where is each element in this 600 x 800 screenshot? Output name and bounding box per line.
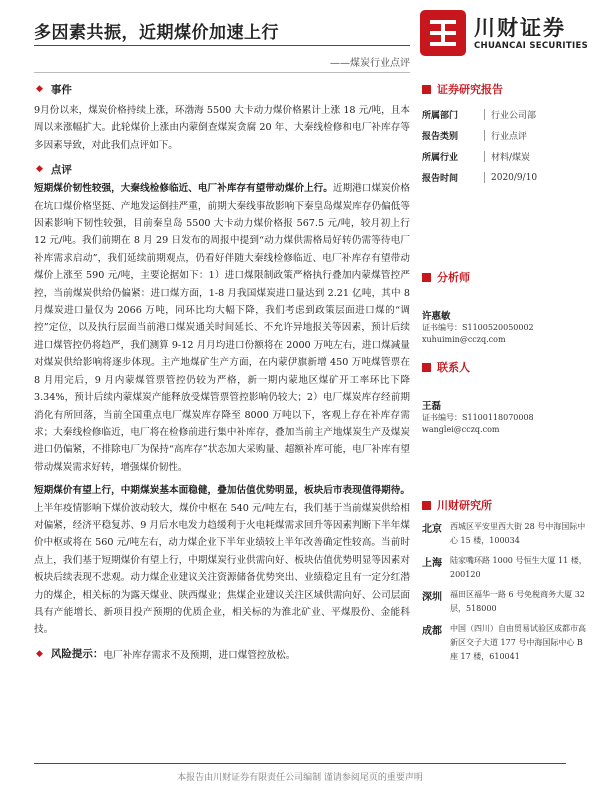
diamond-bullet-icon: ◆ — [36, 164, 43, 175]
logo-chinese-name: 川财证券 — [474, 16, 566, 40]
sidebar — [422, 80, 592, 670]
analyst-email[interactable]: xuhuimin@cczq.com — [422, 335, 506, 344]
main-content — [34, 80, 410, 663]
paragraph-2-body: 上半年疫情影响下煤价波动较大，煤价中枢在 540 元/吨左右，我们基于当前煤炭供给相对偏紧，经济平稳复苏、9 月后水电发力趋缓利于火电耗煤需求回升等因素判断下半年煤价中枢或将在 560 元/吨左右，动力煤企业下半年业绩较上半年改善确定性较高。当前时点上，我们基于短期煤价有望上行，中期煤炭行业供需向好、板块估值优势明显等因素对板块后续表现不悲观。动力煤企业建议关注资源储备优势突出、业绩稳定且有一定分红潜力的煤企，相关标的为露天煤业、陕西煤业；焦煤企业建议关注区域供需向好、公司层面具有产能增长、新项目投产预期的优质企业，相关标的为淮北矿业、平煤股份、金能科技。 — [34, 502, 410, 636]
report-title: 多因素共振，近期煤价加速上行 — [34, 23, 279, 43]
office-beijing: 北京 西城区平安里西大街 28 号中海国际中心 15 楼，100034 — [422, 522, 586, 545]
risk-heading: 风险提示： — [50, 648, 104, 661]
analyst-name: 许惠敏 — [422, 311, 451, 322]
paragraph-1-lead: 短期煤价韧性较强，大秦线检修临近、电厂补库存有望带动煤价上行。 — [34, 183, 333, 195]
analyst-cert: 证书编号：S1100520050002 — [422, 323, 534, 332]
risk-section — [34, 645, 410, 663]
logo-mark-icon — [420, 10, 466, 56]
company-logo — [420, 10, 590, 60]
info-row-date: 报告时间 2020/9/10 — [422, 172, 538, 184]
square-bullet-icon — [422, 85, 431, 94]
square-bullet-icon — [422, 363, 431, 372]
paragraph-2-lead: 短期煤价有望上行，中期煤炭基本面稳健，叠加估值优势明显，板块后市表现值得期待。 — [34, 485, 410, 497]
info-row-category: 报告类别 行业点评 — [422, 132, 528, 142]
title-divider — [34, 45, 410, 46]
footer-divider — [34, 763, 566, 764]
info-row-industry: 所属行业 材料/煤炭 — [422, 153, 531, 163]
office-shanghai: 上海 陆家嘴环路 1000 号恒生大厦 11 楼，200120 — [422, 556, 587, 579]
analyst-head: 分析师 — [422, 268, 592, 286]
comment-heading: 点评 — [50, 163, 72, 176]
comment-paragraph-2 — [34, 482, 410, 639]
diamond-bullet-icon: ◆ — [36, 84, 43, 94]
report-info-head: 证券研究报告 — [422, 80, 592, 98]
comment-paragraph-1 — [34, 180, 410, 476]
paragraph-1-body: 近期港口煤炭价格在坑口煤价格坚挺、产地发运倒挂严重，前期大秦线事故影响下秦皇岛煤炭库存仍偏低等因素影响下韧性较强，目前秦皇岛 5500 大卡动力煤价格报 567.5 元/吨，较月初上行 12 元/吨。我们前期在 8 月 29 日发布的周报中提到“动力煤供需格局好转仍需等待电厂补库需求启动”，我们延续前期观点，仍看好伴随大秦线检修临近、电厂补库存有望带动煤价上涨至 590 元/吨，主要论据如下：1）进口煤限制政策严格执行叠加内蒙煤管控严控，当前煤炭供给仍偏紧：进口煤方面，1-8 月我国煤炭进口量达到 2.21 亿吨，其中 8 月煤炭进口量仅为 2066 万吨，同环比均大幅下降，我们考虑到政策层面进口煤的“调控”定位，以及执行层面当前港口煤炭通关时间延长、不允许异地报关等因素，预计后续进口煤管控仍将趋严，我们测算 9-12 月月均进口份额将在 2000 万吨左右，进口煤减量对煤炭供给影响将逐步体现。主产地煤矿生产方面，在内蒙伊旗新增 450 万吨煤管票在 8 月用完后，9 月内蒙煤管票管控仍较为严格，新一期内蒙地区煤矿开工率环比下降 3.34%，预计后续内蒙煤炭产能释放受煤管票管控影响仍较大；2）电厂煤炭库存经前期消化有所回落，当前全国重点电厂煤炭库存降至 8000 万吨以下，客观上存在补库存需求；大秦线检修临近，电厂将在检修前进行集中补库存，叠加当前主产地煤炭生产及煤炭进口仍偏紧，不排除电厂为保持“高库存”状态加大采购量、超额补库可能，电厂补库有望带动煤炭需求好转，增强煤价韧性。 — [34, 183, 411, 473]
info-row-department: 所属部门 行业公司部 — [422, 111, 537, 121]
logo-english-name: CHUANCAI SECURITIES — [474, 41, 588, 51]
office-shenzhen: 深圳 福田区福华一路 6 号免税商务大厦 32 层，518000 — [422, 590, 585, 613]
event-section-head — [34, 80, 410, 98]
office-chengdu: 成都 中国（四川）自由贸易试验区成都市高新区交子大道 177 号中海国际中心 B 座 17 楼，610041 — [422, 624, 586, 661]
comment-section-head — [34, 160, 410, 178]
contact-name: 王磊 — [422, 401, 442, 412]
subtitle-divider — [34, 72, 410, 73]
contact-head: 联系人 — [422, 358, 592, 376]
diamond-bullet-icon: ◆ — [36, 648, 43, 659]
contact-cert: 证书编号：S1100118070008 — [422, 413, 534, 422]
institute-head: 川财研究所 — [422, 496, 592, 514]
report-subtitle: ——煤炭行业点评 — [330, 58, 410, 69]
event-heading: 事件 — [50, 83, 72, 96]
footer-disclaimer: 本报告由川财证券有限责任公司编制 谨请参阅尾页的重要声明 — [177, 773, 423, 783]
square-bullet-icon — [422, 501, 431, 510]
square-bullet-icon — [422, 273, 431, 282]
event-paragraph: 9月份以来，煤炭价格持续上涨，环渤海 5500 大卡动力煤价格累计上涨 18 元/吨，且本周以来涨幅扩大。此轮煤价上涨由内蒙倒查煤炭贪腐 20 年、大秦线检修和电厂补库存等多因素导致，对此我们点评如下。 — [34, 105, 410, 151]
risk-text: 电厂补库存需求不及预期，进口煤管控放松。 — [103, 649, 296, 661]
contact-email[interactable]: wanglei@cczq.com — [422, 425, 500, 434]
